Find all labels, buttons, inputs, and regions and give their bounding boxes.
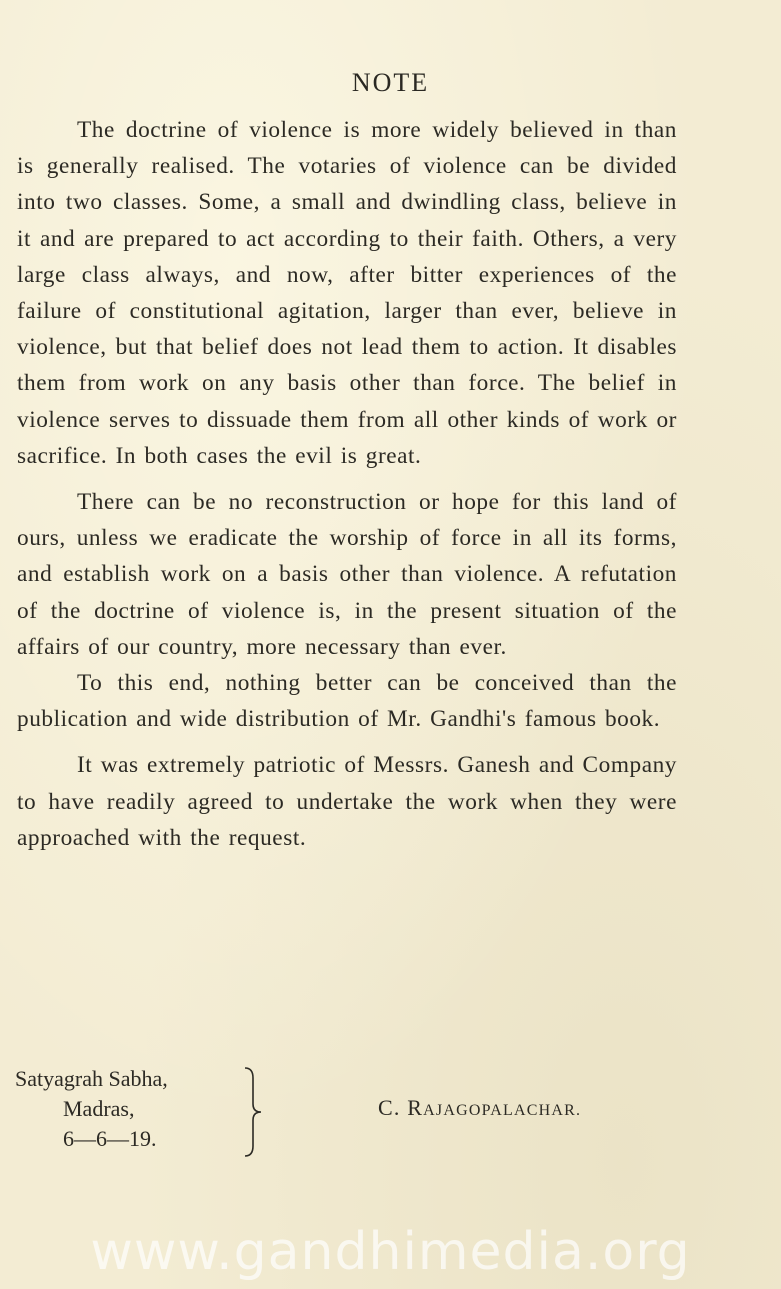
signature-block (15, 1064, 715, 1174)
brace-icon (243, 1066, 263, 1158)
note-body (17, 112, 677, 856)
paragraph: To this end, nothing better can be conceived than the publication and wide distribution of Mr. Gandhi's famous book. (17, 670, 677, 733)
paragraph: It was extremely patriotic of Messrs. Ganesh and Company to have readily agreed to undertake the work when they were approached with the request. (17, 752, 677, 851)
name-rest: AJAGOPALACHAR. (423, 1102, 582, 1119)
date-line: 6—6—19. (63, 1126, 157, 1151)
signature-place (15, 1064, 245, 1154)
name-initial: C. R (378, 1095, 424, 1120)
signatory-name (378, 1093, 581, 1126)
paragraph: The doctrine of violence is more widely believed in than is generally realised. The votaries of violence can be divided into two classes. Some, a small and dwindling class, believe in it and are prepared to act according to their faith. Others, a very large class always, and now, after bitter experiences of the failure of constitutional agitation, larger than ever, believe in violence, but that belief does not lead them to action. It disables them from work on any basis other than force. The belief in violence serves to dissuade them from all other kinds of work or sacrifice. In both cases the evil is great. (17, 117, 677, 469)
place-line: Madras, (63, 1096, 135, 1121)
paragraph: There can be no reconstruction or hope for this land of ours, unless we eradicate the worship of force in all its forms, and establish work on a basis other than violence. A refutation of the doctrine of violence is, in the present situation of the affairs of our country, more necessary than ever. (17, 489, 677, 660)
watermark: www.gandhimedia.org (90, 1222, 691, 1282)
page-heading: NOTE (351, 68, 430, 97)
place-line: Satyagrah Sabha, (15, 1066, 168, 1091)
